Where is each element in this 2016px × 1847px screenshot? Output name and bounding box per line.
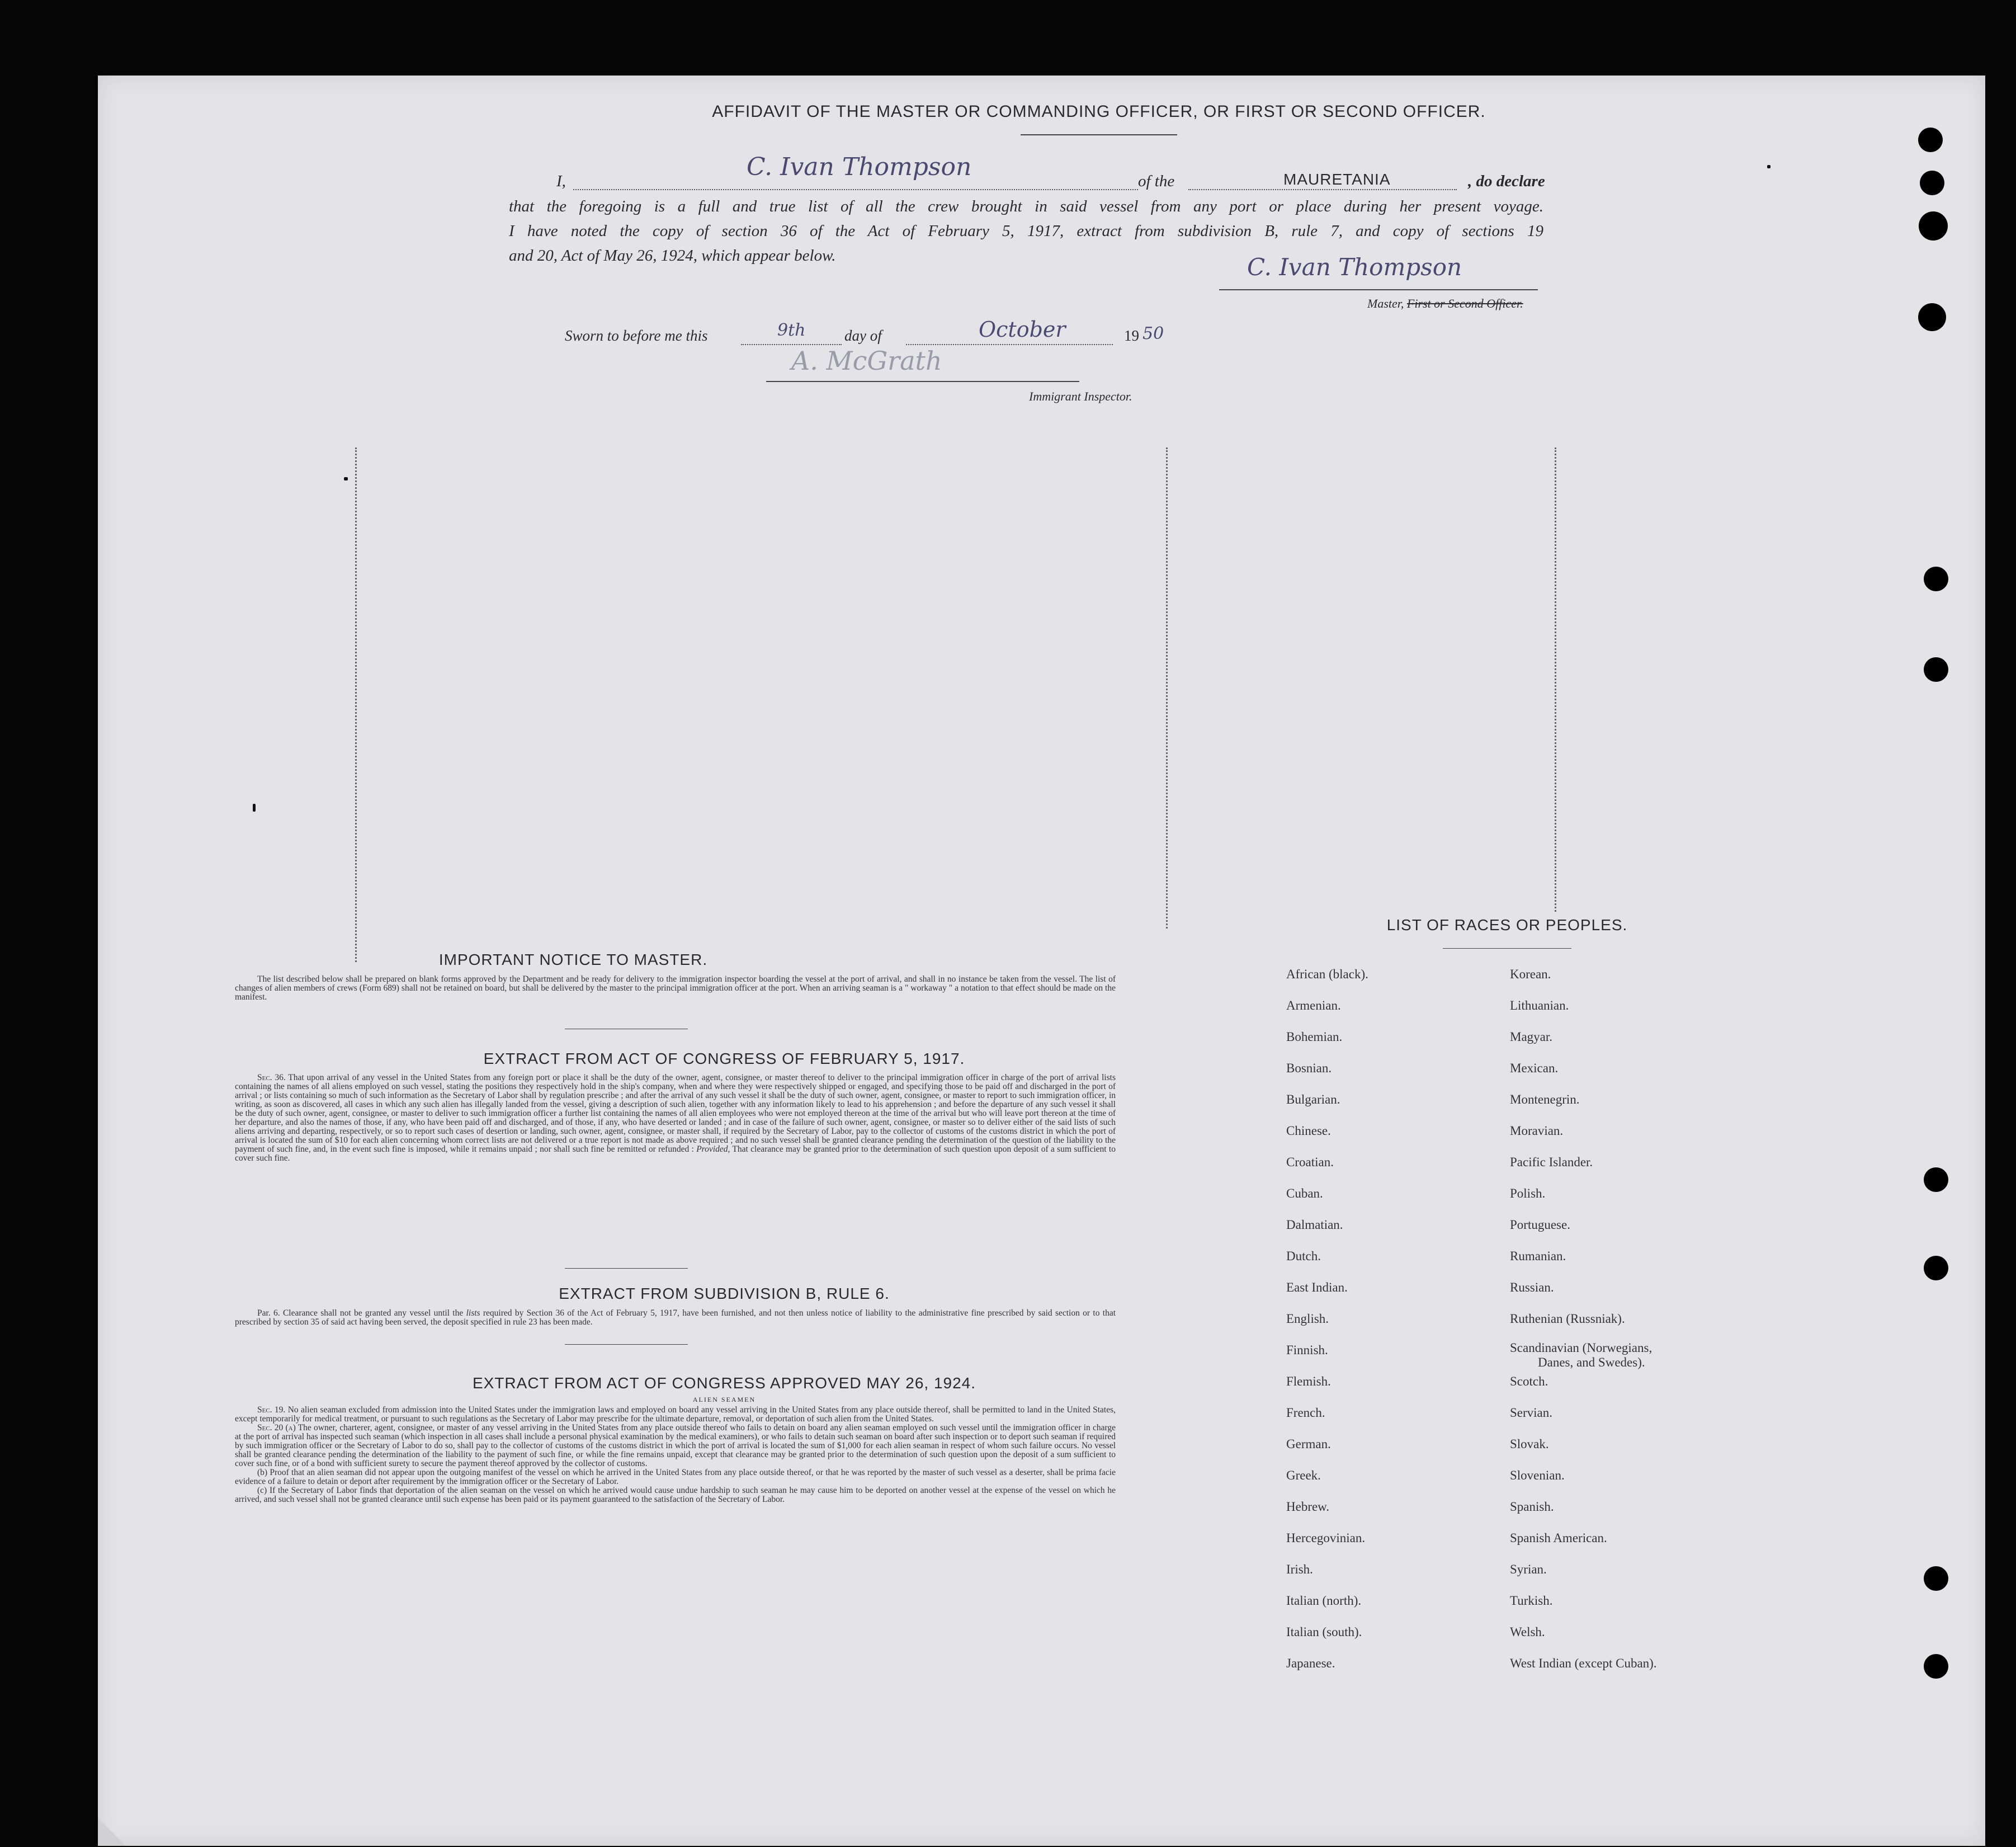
signature-caption <box>1367 296 1523 311</box>
race-item: Japanese. <box>1286 1656 1335 1670</box>
sec36-end: That clearance may be granted prior to the determination of such question upon deposit of a sum sufficient to cover such fine. <box>235 1144 1116 1163</box>
sec36-label: Sec. 36. <box>257 1073 286 1082</box>
race-item: West Indian (except Cuban). <box>1510 1656 1657 1670</box>
race-item: Dalmatian. <box>1286 1218 1343 1232</box>
folded-corner <box>98 1818 126 1846</box>
sec20b-paragraph <box>235 1468 1116 1486</box>
notice-body <box>235 975 1116 1002</box>
rule6-text-b: required by Section 36 of the Act of February 5, 1917, have been furnished, and not then unless notice of liability to the administrative fine prescribed by said section or to that prescribed by section 35 of said act having been served, the deposit specified in rule 23 has been made. <box>235 1308 1116 1327</box>
race-item: African (black). <box>1286 967 1368 981</box>
inspector-line <box>766 381 1079 382</box>
race-item: Scandinavian (Norwegians, <box>1510 1341 1653 1355</box>
binder-hole <box>1924 1256 1948 1280</box>
day-line <box>741 344 842 345</box>
binder-hole <box>1924 657 1948 682</box>
race-item: Polish. <box>1510 1186 1546 1200</box>
affidavit-i: I, <box>556 172 566 190</box>
binder-hole <box>1924 1566 1948 1591</box>
race-item: Bohemian. <box>1286 1030 1343 1044</box>
race-item: German. <box>1286 1437 1331 1451</box>
title-rule <box>1021 134 1177 135</box>
sec20b-label: (b) <box>257 1468 268 1477</box>
race-item: Moravian. <box>1510 1124 1564 1138</box>
notice-paragraph: The list described below shall be prepared on blank forms approved by the Department and be ready for delivery to the immigration inspector boarding the vessel at the port of arrival, and shall in no instance be taken from the vessel. The list of changes of alien members of crews (Form 689) shall not be retained on board, but shall be delivered by the master to the principal immigration officer at the port. When an arriving seaman is a " workaway " a notation to that effect should be made on the manifest. <box>235 974 1116 1002</box>
race-item: Montenegrin. <box>1510 1092 1580 1106</box>
column-guide-right <box>1555 447 1556 912</box>
race-item: Syrian. <box>1510 1562 1547 1576</box>
binder-hole <box>1924 1654 1948 1679</box>
speck <box>253 804 256 812</box>
inspector-caption: Immigrant Inspector. <box>1029 389 1132 403</box>
race-item: Slovenian. <box>1510 1468 1565 1482</box>
race-item: Chinese. <box>1286 1124 1331 1138</box>
race-item: Croatian. <box>1286 1155 1334 1169</box>
notice-title: IMPORTANT NOTICE TO MASTER. <box>438 951 708 968</box>
sec20c-text: If the Secretary of Labor finds that deportation of the alien seaman on the vessel on which he arrived would cause undue hardship to such seaman he may cause him to be deported on another vessel at the expense of the vessel on which he arrived, and such vessel shall not be granted clearance until such expense has been paid or its payment guaranteed to the satisfaction of the Secretary of Labor. <box>235 1486 1116 1504</box>
month-line <box>906 344 1113 345</box>
race-item: Servian. <box>1510 1406 1553 1420</box>
race-item: East Indian. <box>1286 1280 1348 1294</box>
extract-rule6-body <box>235 1309 1116 1327</box>
month-handwritten: October <box>979 317 1066 342</box>
race-item: Italian (south). <box>1286 1625 1362 1639</box>
sec20a-paragraph <box>235 1424 1116 1468</box>
master-name-handwritten: C. Ivan Thompson <box>747 153 972 181</box>
year-prefix: 19 <box>1124 327 1139 344</box>
extract-1917-paragraph <box>235 1073 1116 1163</box>
race-item: Ruthenian (Russniak). <box>1510 1312 1625 1326</box>
document-page <box>98 76 1985 1846</box>
race-item: Russian. <box>1510 1280 1554 1294</box>
race-item: Turkish. <box>1510 1594 1553 1608</box>
affidavit-line-2: that the foregoing is a full and true list of all the crew brought in said vessel from any port or place during her present voyage. <box>509 197 1543 215</box>
sec19-text: No alien seaman excluded from admission into the United States under the immigration laws and employed on board any vessel arriving in the United States from any place outside thereof, shall be permitted to land in the United States, except temporarily for medical treatment, or pursuant to such regulations as the Secretary of Labor may prescribe for the ultimate departure, removal, or deportation of such alien from the United States. <box>235 1405 1116 1424</box>
race-item: Mexican. <box>1510 1061 1559 1075</box>
day-handwritten: 9th <box>777 321 806 340</box>
race-item: Lithuanian. <box>1510 998 1569 1012</box>
race-item: Greek. <box>1286 1468 1321 1482</box>
sworn-prefix: Sworn to before me this <box>565 327 708 344</box>
sec19-label: Sec. 19. <box>257 1405 286 1415</box>
year-suffix-handwritten: 50 <box>1142 324 1164 343</box>
lists-word: lists <box>466 1308 480 1318</box>
binder-hole <box>1919 211 1948 241</box>
race-item: Bulgarian. <box>1286 1092 1340 1106</box>
signature-line <box>1219 289 1538 290</box>
speck <box>1767 165 1771 168</box>
of-the-label: of the <box>1138 172 1175 190</box>
race-item: Bosnian. <box>1286 1061 1332 1075</box>
races-title: LIST OF RACES OR PEOPLES. <box>1386 916 1628 934</box>
race-item: Korean. <box>1510 967 1551 981</box>
sec20c-paragraph <box>235 1486 1116 1504</box>
races-rule <box>1443 948 1571 949</box>
race-item: Spanish. <box>1510 1500 1554 1514</box>
binder-hole <box>1920 171 1944 195</box>
race-item: Spanish American. <box>1510 1531 1607 1545</box>
sec20c-label: (c) <box>257 1486 267 1495</box>
affidavit-title: AFFIDAVIT OF THE MASTER OR COMMANDING OFFICER, OR FIRST OR SECOND OFFICER. <box>712 102 1486 121</box>
race-item: French. <box>1286 1406 1325 1420</box>
race-item: Hebrew. <box>1286 1500 1330 1514</box>
divider <box>565 1344 688 1345</box>
affidavit-line-3: I have noted the copy of section 36 of the Act of February 5, 1917, extract from subdivision B, rule 7, and copy of sections 19 <box>509 222 1543 240</box>
inspector-signature-handwritten: A. McGrath <box>791 346 942 376</box>
extract-1917-body <box>235 1073 1116 1163</box>
speck <box>344 477 348 480</box>
caption-struck-officer: First or Second Officer. <box>1406 296 1523 310</box>
extract-rule6-title: EXTRACT FROM SUBDIVISION B, RULE 6. <box>559 1285 890 1302</box>
binder-hole <box>1918 128 1943 152</box>
race-item: Scotch. <box>1510 1374 1548 1388</box>
sec20a-label: Sec. 20 (a) <box>257 1423 296 1433</box>
race-item: Rumanian. <box>1510 1249 1566 1263</box>
extract-1924-title: EXTRACT FROM ACT OF CONGRESS APPROVED MAY 26, 1924. <box>472 1374 976 1392</box>
extract-1917-title: EXTRACT FROM ACT OF CONGRESS OF FEBRUARY 5, 1917. <box>483 1050 965 1067</box>
column-guide-left <box>355 447 357 962</box>
race-item: English. <box>1286 1312 1329 1326</box>
alien-seamen-subhead: ALIEN SEAMEN <box>692 1396 756 1403</box>
race-item: Italian (north). <box>1286 1594 1362 1608</box>
day-of-label: day of <box>844 327 882 344</box>
binder-hole <box>1924 567 1948 591</box>
do-declare-label: , do declare <box>1468 172 1545 190</box>
race-item: Magyar. <box>1510 1030 1553 1044</box>
sec20b-text: Proof that an alien seaman did not appear upon the outgoing manifest of the vessel on which he arrived in the United States from any place outside thereof, or that he was reported by the master of such vessel as a deserter, shall be prima facie evidence of a failure to detain or deport after requirement by the immigration officer or the Secretary of Labor. <box>235 1468 1116 1486</box>
par6-label: Par. 6. <box>257 1308 280 1318</box>
master-signature-handwritten: C. Ivan Thompson <box>1247 253 1462 281</box>
extract-1924-body <box>235 1406 1116 1504</box>
binder-hole <box>1918 303 1946 331</box>
race-item-continuation: Danes, and Swedes). <box>1538 1355 1645 1369</box>
rule6-text-a: Clearance shall not be granted any vessel until the <box>282 1308 464 1318</box>
race-item: Irish. <box>1286 1562 1313 1576</box>
sec19-paragraph <box>235 1406 1116 1424</box>
race-item: Armenian. <box>1286 998 1341 1012</box>
sec20a-text: The owner, charterer, agent, consignee, or master of any vessel arriving in the United States from any place outside thereof who fails to detain on board any alien seaman employed on such vessel until the immigration officer in charge at the port of arrival has inspected such seaman (which inspection in all cases shall include a personal physical examination by the medical examiners), or who fails to detain such seaman on board after such inspection or to deport such seaman if required by such immigration officer or the Secretary of Labor to do so, shall pay to the collector of customs of the customs district in which the port of arrival is located the sum of $1,000 for each alien seaman in respect of whom such failure occurs. No vessel shall be granted clearance pending the determination of the liability to the payment of such fine, or while the fine remains unpaid, except that clearance may be granted prior to the determination of such question upon the deposit of a sum sufficient to cover such fine, or of a bond with sufficient surety to secure the payment thereof approved by the collector of customs. <box>235 1423 1116 1468</box>
race-item: Pacific Islander. <box>1510 1155 1593 1169</box>
affidavit-line-4: and 20, Act of May 26, 1924, which appear below. <box>509 247 836 265</box>
race-item: Portuguese. <box>1510 1218 1570 1232</box>
caption-master: Master, <box>1367 296 1404 310</box>
divider <box>565 1268 688 1269</box>
vessel-name: MAURETANIA <box>1283 171 1391 188</box>
sec36-text: That upon arrival of any vessel in the United States from any foreign port or place it shall be the duty of the owner, agent, consignee, or master thereof to deliver to the principal immigration officer in charge of the port of arrival lists containing the names of all aliens employed on such vessel, stating the positions they respectively hold in the ship's company, when and where they were respectively shipped or engaged, and specifying those to be paid off and discharged in the port of arrival ; or lists containing so much of such information as the Secretary of Labor shall by regulation prescribe ; and after the arrival of any such vessel it shall be the duty of such owner, agent, consignee, or master to report to such immigration officer, in writing, as soon as discovered, all cases in which any such alien has illegally landed from the vessel, giving a description of such alien, together with any information likely to lead to his apprehension ; and before the departure of any such vessel it shall be the duty of such owner, agent, consignee, or master to deliver to such immigration officer a further list containing the names of all alien employees who were not employed thereon at the time of the arrival but who will leave port thereon at the time of her departure, and also the names of those, if any, who have been paid off and discharged, and of those, if any, who have deserted or landed ; and in case of the failure of such owner, agent, consignee, or master so to deliver either of the said lists of such aliens arriving and departing, respectively, or so to report such cases of desertion or landing, such owner, agent, consignee, or master shall, if required by the Secretary of Labor, pay to the collector of customs of the customs district in which the port of arrival is located the sum of $10 for each alien concerning whom correct lists are not delivered or a true report is not made as above required ; and no such vessel shall be granted clearance pending the determination of the question of the liability to the payment of such fine, and, in the event such fine is imposed, while it remains unpaid ; nor shall such fine be remitted or refunded : <box>235 1073 1116 1154</box>
binder-hole <box>1924 1167 1948 1192</box>
race-item: Dutch. <box>1286 1249 1321 1263</box>
vessel-line <box>1188 189 1457 190</box>
column-guide-mid <box>1166 447 1168 929</box>
race-item: Welsh. <box>1510 1625 1545 1639</box>
name-line <box>573 189 1138 190</box>
rule6-paragraph <box>235 1309 1116 1327</box>
race-item: Finnish. <box>1286 1343 1328 1357</box>
race-item: Flemish. <box>1286 1374 1331 1388</box>
race-item: Slovak. <box>1510 1437 1549 1451</box>
race-item: Hercegovinian. <box>1286 1531 1366 1545</box>
race-item: Cuban. <box>1286 1186 1323 1200</box>
provided-word: Provided, <box>696 1144 730 1154</box>
